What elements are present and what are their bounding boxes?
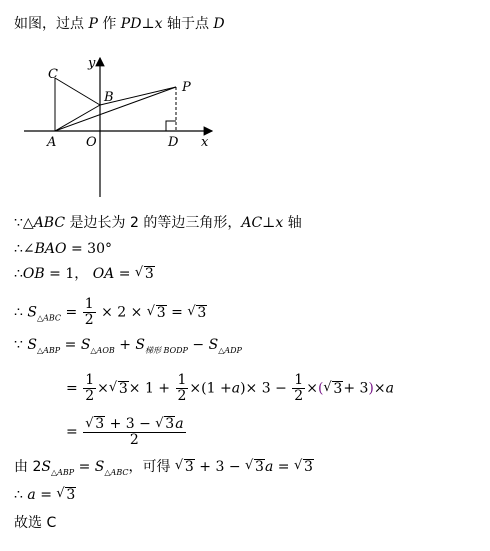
- text: 如图，过点: [14, 16, 84, 32]
- sqrt: √ 3: [174, 458, 194, 475]
- label-c: C: [48, 67, 58, 82]
- text: =: [277, 459, 290, 475]
- var: OA: [92, 266, 115, 282]
- segment-ab: [55, 105, 100, 131]
- var: S: [41, 459, 51, 475]
- label-o: O: [86, 135, 97, 150]
- label-a: A: [47, 135, 57, 150]
- text: =: [40, 487, 52, 503]
- text: ×: [373, 380, 386, 397]
- text: ×: [97, 380, 109, 397]
- var: x: [275, 215, 284, 231]
- text: = 30°: [70, 241, 112, 257]
- text: 轴: [287, 215, 302, 231]
- var: a: [385, 380, 394, 397]
- solution-line-4: [14, 297, 207, 328]
- label-d: D: [168, 135, 179, 150]
- paren: ): [368, 380, 374, 397]
- var: ABC: [33, 215, 66, 231]
- text: =: [171, 304, 183, 321]
- fraction: $\frac{1}{2}$: [294, 372, 304, 404]
- text: ×: [306, 380, 318, 397]
- var: AC: [241, 215, 263, 231]
- text: =: [118, 266, 131, 282]
- text: =: [78, 459, 91, 475]
- sqrt: √ 3: [85, 416, 105, 432]
- text: × 3 −: [245, 380, 287, 397]
- sqrt: √ 3: [146, 303, 166, 321]
- text: ×: [189, 380, 202, 397]
- var: a: [264, 459, 274, 475]
- text: = 1，: [49, 266, 89, 282]
- var: x: [154, 16, 163, 32]
- sqrt: √ 3: [108, 379, 128, 397]
- sqrt: √ 3: [293, 458, 313, 475]
- text: ，可得: [128, 459, 171, 475]
- subscript: △ABC: [36, 313, 62, 323]
- var: a: [231, 380, 241, 397]
- var: S: [208, 337, 219, 353]
- sqrt: √ 3: [134, 265, 154, 282]
- text: +: [119, 337, 131, 353]
- label-y: y: [88, 56, 96, 71]
- var: a: [27, 487, 36, 503]
- text: ∴∠: [14, 241, 35, 257]
- text: × 2 ×: [101, 304, 143, 321]
- text: 是边长为 2 的等边三角形，: [69, 215, 242, 231]
- label-b: B: [104, 90, 114, 105]
- text: 由 2: [14, 459, 42, 475]
- var: D: [213, 16, 225, 32]
- fraction: $\frac{1}{2}$: [177, 372, 187, 404]
- subscript: △ABC: [104, 468, 129, 477]
- var: S: [27, 304, 37, 321]
- solution-line-6: [66, 373, 394, 404]
- subscript: △ABP: [36, 346, 61, 355]
- text: ∴: [14, 304, 23, 321]
- subscript: 梯形 BODP: [145, 346, 188, 355]
- label-p: P: [182, 80, 191, 95]
- text: =: [66, 424, 78, 440]
- solution-line-7: [66, 416, 187, 448]
- text: =: [65, 304, 78, 321]
- var: S: [80, 337, 91, 353]
- sqrt: √ 3: [155, 416, 175, 432]
- var: PD: [120, 16, 142, 32]
- text: + 3: [343, 380, 369, 397]
- text: 作: [102, 16, 117, 32]
- text: −: [192, 337, 205, 353]
- segment-ap: [55, 87, 176, 131]
- text: (1 +: [201, 380, 232, 397]
- subscript: △ADP: [218, 346, 242, 355]
- var: P: [88, 16, 98, 32]
- text: ): [240, 380, 246, 397]
- var: S: [27, 337, 37, 353]
- solution-line-9: [14, 486, 76, 504]
- solution-line-3: [14, 265, 155, 283]
- fraction: √ 3 + 3 − √ 3a 2: [85, 416, 184, 448]
- right-angle-mark: [166, 121, 176, 131]
- label-x: x: [201, 135, 209, 150]
- answer-line: 故选 C: [14, 515, 57, 531]
- perp-symbol: ⊥: [262, 215, 276, 231]
- text: ∴: [14, 266, 23, 282]
- fraction: $\frac{1}{2}$: [84, 296, 94, 328]
- var: S: [94, 459, 105, 475]
- subscript: △ABP: [50, 468, 75, 477]
- text: ∵: [14, 337, 23, 353]
- sqrt: √ 3: [323, 379, 343, 397]
- sqrt: √ 3: [245, 458, 264, 475]
- sqrt: √ 3: [56, 486, 76, 503]
- perp-symbol: ⊥: [141, 16, 155, 32]
- text: =: [66, 380, 78, 397]
- solution-line-5: [14, 336, 242, 360]
- text: 轴于点: [166, 16, 209, 32]
- var: BAO: [34, 241, 67, 257]
- text: + 3 −: [199, 459, 241, 475]
- sqrt: √ 3: [187, 303, 207, 321]
- text: =: [64, 337, 77, 353]
- solution-line-1: [14, 214, 302, 232]
- paren: (: [317, 380, 324, 397]
- segment-cb: [55, 78, 100, 105]
- text: × 1 +: [128, 380, 171, 397]
- var: S: [135, 337, 146, 353]
- subscript: △AOB: [90, 346, 115, 355]
- var: OB: [22, 266, 45, 282]
- text: ∵△: [14, 215, 34, 231]
- text: ∴: [14, 487, 23, 503]
- solution-line-2: [14, 240, 112, 258]
- fraction: $\frac{1}{2}$: [85, 372, 95, 404]
- solution-line-8: [14, 458, 314, 482]
